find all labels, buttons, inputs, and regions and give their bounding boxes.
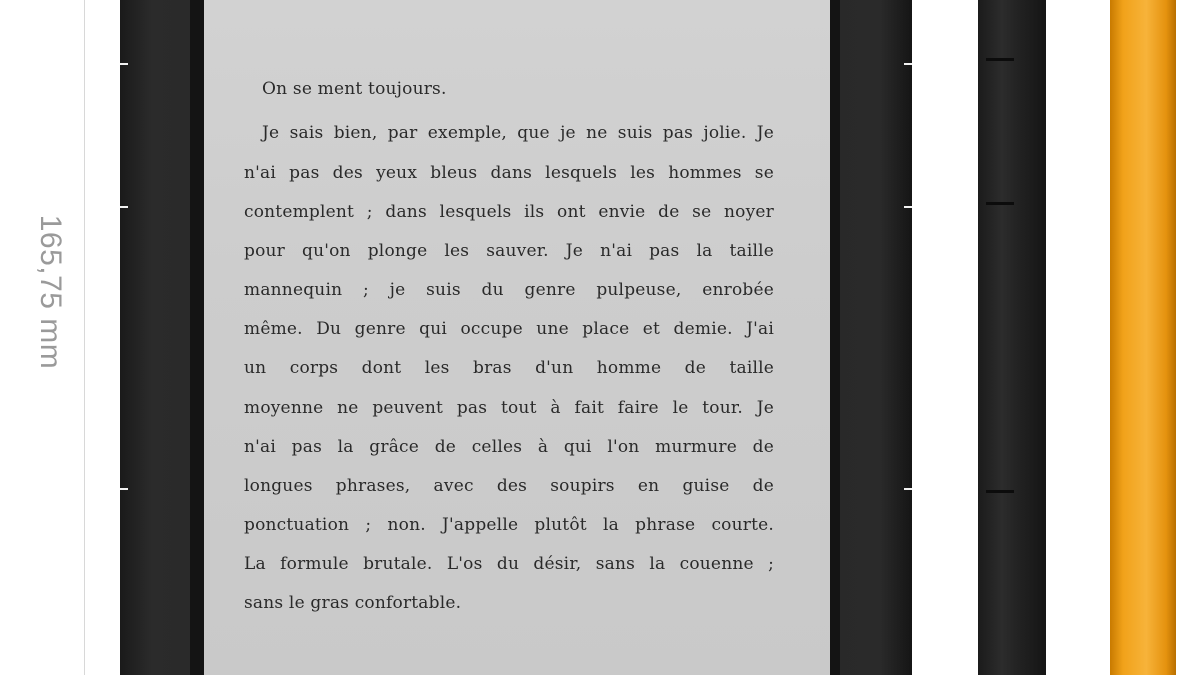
pencil-comparison (1110, 0, 1176, 675)
side-seam (986, 58, 1014, 61)
text-line: n'ai pas des yeux bleus dans lesquels les hommes se (244, 163, 774, 183)
text-line: même. Du genre qui occupe une place et demie. J'ai (244, 319, 774, 339)
dimension-line (84, 0, 85, 675)
bezel-tick (120, 63, 128, 65)
ereader-screen (204, 0, 830, 675)
bezel-tick (904, 206, 912, 208)
text-line: un corps dont les bras d'un homme de taille (244, 358, 774, 378)
height-dimension-label: 165,75 mm (34, 214, 67, 370)
text-line: On se ment toujours. (262, 79, 447, 99)
text-line: Je sais bien, par exemple, que je ne suis pas jolie. Je (262, 123, 774, 143)
text-line: sans le gras confortable. (244, 593, 462, 613)
bezel-tick (120, 488, 128, 490)
bezel-tick (904, 488, 912, 490)
text-line: mannequin ; je suis du genre pulpeuse, enrobée (244, 280, 774, 300)
text-line: n'ai pas la grâce de celles à qui l'on murmure de (244, 437, 774, 457)
bezel-tick (904, 63, 912, 65)
bezel-tick (120, 206, 128, 208)
text-line: ponctuation ; non. J'appelle plutôt la phrase courte. (244, 515, 774, 535)
side-seam (986, 490, 1014, 493)
text-line: moyenne ne peuvent pas tout à fait faire le tour. Je (244, 398, 774, 418)
text-line: La formule brutale. L'os du désir, sans la couenne ; (244, 554, 774, 574)
text-line: contemplent ; dans lesquels ils ont envie de se noyer (244, 202, 774, 222)
text-line: longues phrases, avec des soupirs en guise de (244, 476, 774, 496)
text-line: pour qu'on plonge les sauver. Je n'ai pas la taille (244, 241, 774, 261)
side-seam (986, 202, 1014, 205)
ereader-side-view (978, 0, 1046, 675)
